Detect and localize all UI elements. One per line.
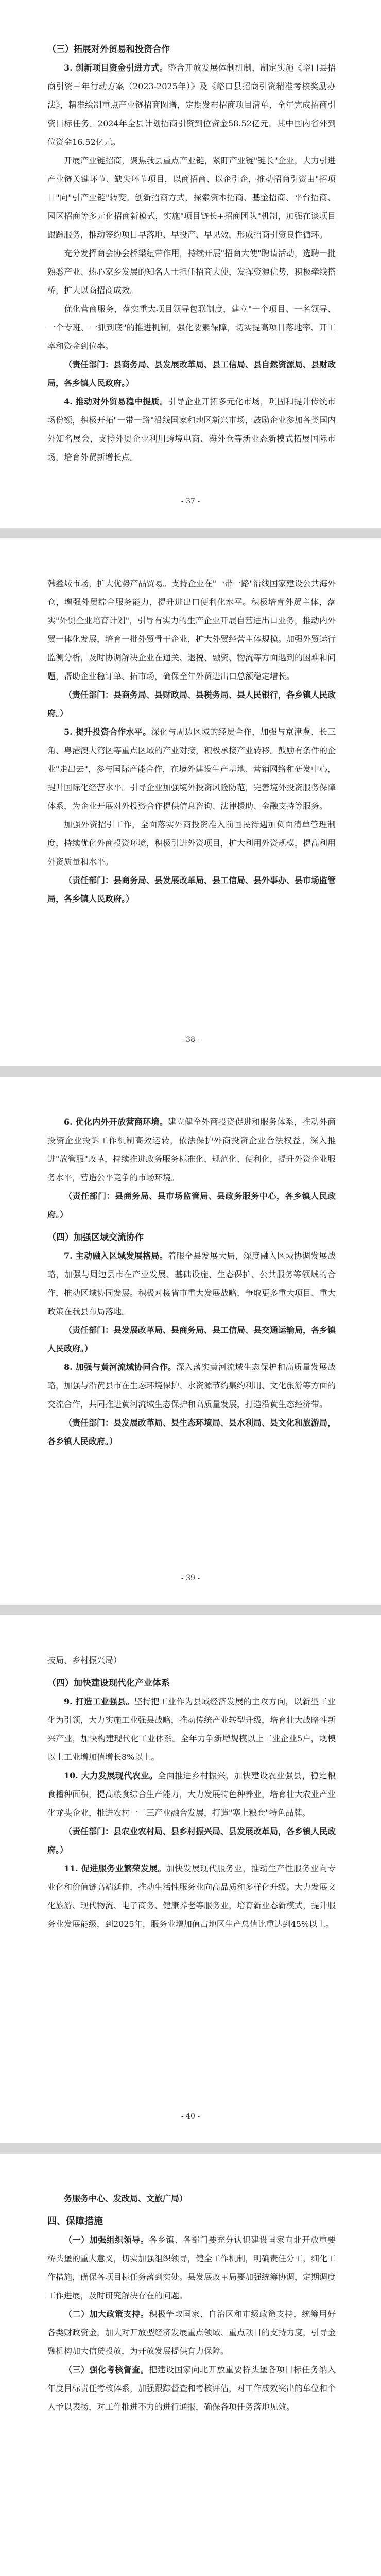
item-lead: 9. 打造工业强县。: [64, 1697, 134, 1706]
body-paragraph: [47, 574, 336, 686]
page-separator: [0, 1066, 381, 1077]
responsibility-note: [47, 1321, 336, 1358]
paragraph-text: 深化与周边区域的经贸合作，加强与京津冀、长三角、粤港澳大湾区等重点区域的产业对接，积极承接产业转移。鼓励有条件的企业"走出去"，参与国际产能合作，在境外建设生产基地、营销网络和研发中心，提升国际化经营水平。引导企业加强境外投资风险防范，完善境外投资服务保障体系，为企业开展对外投资合作提供信息咨询、法律援助、金融支持等服务。: [47, 727, 336, 811]
page-number: - 37 -: [181, 497, 200, 505]
body-paragraph: [47, 2231, 336, 2305]
responsibility-note: [47, 1822, 336, 1859]
paragraph-text: 技局、乡村振兴局）: [47, 1655, 122, 1665]
item-lead: 4. 推动对外贸易稳中提质。: [64, 397, 168, 406]
responsibility-note: [47, 686, 336, 723]
paragraph-text: 韩鑫城市场，扩大优势产品贸易。支持企业在"一带一路"沿线国家建设公共海外仓，增强外贸综合服务能力，提升进出口便利化水平。积极培育外贸主体，落实"外贸企业培育计划"，引导有实力的生产企业开展自营进出口业务，推动内外贸一体化发展，培育一批外贸骨干企业，扩大外贸经营主体规模。加强外贸运行监测分析，及时协调解决企业在通关、退税、融资、物流等方面遇到的困难和问题，帮助企业稳订单、拓市场，确保全年外贸进出口总额稳定增长。: [47, 579, 336, 681]
paragraph-text: 优化营商服务，落实重大项目领导包联制度，建立"一个项目、一名领导、一个专班、一抓到底"的推进机制，强化要素保障，切实提高项目落地率、开工率和资金到位率。: [47, 304, 336, 351]
body-paragraph: [47, 1113, 336, 1187]
body-paragraph: [47, 393, 336, 467]
paragraph-text: 着眼全县发展大局，深度融入区域协调发展战略，加强与周边县市在产业发展、基础设施、生态保护、公共服务等领域的合作，推动区域协同发展。积极对接省市重大发展战略，争取更多重大项目、重大政策在我县布局落地。: [47, 1251, 336, 1316]
body-paragraph: [47, 151, 336, 244]
body-paragraph: [47, 244, 336, 300]
responsible-departments: （责任部门：县农业农村局、县乡村振兴局、县发展改革局，各乡镇人民政府。）: [47, 1826, 336, 1855]
paragraph-text: 加强外资招引工作，全面落实外商投资准入前国民待遇加负面清单管理制度，持续优化外商投资环境，积极引进外资项目，扩大利用外资规模，提高利用外资质量和水平。: [47, 820, 336, 867]
item-lead: 11. 促进服务业繁荣发展。: [64, 1863, 166, 1873]
paragraph-text: 开展产业链招商，聚焦我县重点产业链，紧盯产业链"链长"企业，大力引进产业链关键环节、缺失环节项目，以商招商、以企引企，推动招商引资由"招项目"向"引产业链"转变。创新招商方式，探索资本招商、基金招商、平台招商、园区招商等多元化招商新模式，实施"项目链长+招商团队"机制，加强在谈项目跟踪服务，推动签约项目早落地、早投产、早见效，形成招商引资良性循环。: [47, 156, 336, 240]
responsible-departments: （责任部门：县发展改革局、县生态环境局、县水利局、县文化和旅游局，各乡镇人民政府。）: [47, 1418, 336, 1446]
responsible-departments: （责任部门：县商务局、县发展改革局、县工信局、县外事办、县市场监管局，各乡镇人民政府。）: [47, 875, 336, 904]
body-paragraph: [47, 300, 336, 355]
subsection-heading: （四）加强区域交流协作: [47, 1232, 144, 1243]
item-lead: 7. 主动融入区域发展格局。: [64, 1251, 168, 1261]
body-paragraph: [47, 2361, 336, 2416]
page-number: - 38 -: [181, 1036, 200, 1044]
page-body: [47, 574, 336, 908]
item-lead: 10. 大力发展现代农业。: [64, 1771, 158, 1781]
body-paragraph: [47, 1859, 336, 1934]
body-paragraph: [47, 723, 336, 816]
body-paragraph: [47, 1767, 336, 1822]
responsibility-note: [47, 871, 336, 908]
page-number: - 40 -: [181, 2112, 200, 2121]
responsible-departments: （责任部门：县商务局、县财政局、县税务局、县人民银行，各乡镇人民政府。）: [47, 690, 336, 718]
body-paragraph: [47, 1651, 336, 1670]
item-lead: 8. 加强与黄河流域协同合作。: [64, 1362, 177, 1372]
item-lead: （一）加强组织领导。: [64, 2235, 149, 2245]
body-paragraph: [47, 1247, 336, 1321]
responsible-departments: （责任部门：县发展改革局、县商务局、县工信局、县交通运输局，各乡镇人民政府。）: [47, 1325, 336, 1353]
responsible-departments: （责任部门：县商务局、县发展改革局、县工信局、县自然资源局、县财政局，各乡镇人民政府。）: [47, 360, 336, 388]
responsibility-note: [47, 1414, 336, 1451]
page-body: [47, 2190, 336, 2416]
subsection-heading: （四）加快建设现代化产业体系: [47, 1678, 170, 1688]
paragraph-text: 全面推进乡村振兴，加快建设农业强县，稳定粮食播种面积，提高粮食综合生产能力，大力发展特色种养业，培育壮大农业产业化龙头企业，推进农村一二三产业融合发展，打造"塞上粮仓"特色品牌。: [47, 1771, 336, 1818]
page-body: [47, 1651, 336, 1934]
body-paragraph: [47, 816, 336, 871]
section-heading: 四、保障措施: [47, 2216, 103, 2227]
body-paragraph: [47, 2305, 336, 2361]
body-paragraph: [47, 59, 336, 151]
paragraph-text: 各乡镇、各部门要充分认识建设国家向北开放重要桥头堡的重大意义，切实加强组织领导，健全工作机制，明确责任分工，细化工作措施，确保各项目标任务落到实处。县发展改革局要加强统筹协调，定期调度工作进展，及时研究解决存在的问题。: [47, 2235, 336, 2300]
responsibility-note: [47, 355, 336, 393]
item-lead: 6. 优化内外开放营商环境。: [64, 1117, 168, 1127]
item-lead: 5. 提升投资合作水平。: [64, 727, 151, 737]
paragraph-text: 建立健全外商投资促进和服务体系，推动外商投资企业投诉工作机制高效运转，依法保护外商投资企业合法权益。深入推进"放管服"改革，持续推进政务服务标准化、规范化、便利化，提升外资企业服务水平，营造公平竞争的市场环境。: [47, 1117, 336, 1182]
page-body: [47, 1113, 336, 1451]
body-paragraph: [47, 1692, 336, 1767]
responsibility-note: [47, 1187, 336, 1224]
responsible-departments: 务服务中心、发改局、文旅广局）: [64, 2194, 188, 2204]
page-separator: [0, 2143, 381, 2154]
paragraph-text: 深入落实黄河流域生态保护和高质量发展战略，加强与沿黄县市在生态环境保护、水资源节约集约利用、文化旅游等方面的交流合作，共同推进黄河流域生态保护和高质量发展，打造沿黄生态经济带。: [47, 1362, 336, 1409]
item-lead: （二）加大政策支持。: [64, 2309, 149, 2319]
page-number: - 39 -: [181, 1574, 200, 1582]
paragraph-text: 引导企业开拓多元化市场，巩固和提升传统市场份额，积极开拓"一带一路"沿线国家和地区新兴市场，鼓励企业参加各类国内外知名展会，支持外贸企业利用跨境电商、海外仓等新业态新模式拓展国际市场，培育外贸新增长点。: [47, 397, 336, 462]
paragraph-text: 把建设国家向北开放重要桥头堡各项目标任务纳入年度目标责任考核体系，加强跟踪督查和考核评估，对工作成效突出的单位和个人予以表扬，对工作推进不力的进行通报，确保各项任务落地见效。: [47, 2365, 336, 2412]
item-lead: 3. 创新项目资金引进方式。: [64, 63, 168, 73]
paragraph-text: 坚持把工业作为县域经济发展的主攻方向，以新型工业化为引领，大力实施工业强县战略，推动传统产业转型升级，培育壮大战略性新兴产业，加快构建现代化工业体系。全年力争新增规模以上工业企业5户，规模以上工业增加值增长8%以上。: [47, 1697, 336, 1762]
paragraph-text: 充分发挥商会协会桥梁纽带作用，持续开展"招商大使"聘请活动，选聘一批熟悉产业、热心家乡发展的知名人士担任招商大使，发挥资源优势，积极牵线搭桥，扩大以商招商成效。: [47, 248, 336, 295]
responsibility-note: [47, 2190, 336, 2208]
responsible-departments: （责任部门：县商务局、县市场监管局、县政务服务中心，各乡镇人民政府。）: [47, 1191, 336, 1219]
paragraph-text: 积极争取国家、自治区和市级政策支持，统筹用好各类财政资金，加大对开放型经济发展重点领域、重点项目的支持力度，引导金融机构加大信贷投放，为开放发展提供有力保障。: [47, 2309, 336, 2356]
body-paragraph: [47, 1358, 336, 1414]
page-separator: [0, 1605, 381, 1615]
paragraph-text: 整合开放发展体制机制，制定实施《峪口县招商引资三年行动方案（2023-2025年）》及《峪口县招商引资精准考核奖励办法》，精准绘制重点产业链招商图谱，定期发布招商项目清单，全年完成招商引资目标任务。2024年全县计划招商引资到位资金58.52亿元，其中国内省外到位资金16.52亿元。: [47, 63, 336, 147]
paragraph-text: 加快发展现代服务业，推动生产性服务业向专业化和价值链高端延伸，推动生活性服务业向高品质和多样化升级。大力发展文化旅游、现代物流、电子商务、健康养老等服务业，培育新业态新模式，提升服务业发展能级，到2025年，服务业增加值占地区生产总值比重达到45%以上。: [47, 1863, 336, 1929]
item-lead: （三）强化考核督查。: [64, 2365, 149, 2375]
page-separator: [0, 528, 381, 538]
page-body: [47, 36, 336, 467]
subsection-heading: （三）拓展对外贸易和投资合作: [47, 44, 170, 55]
